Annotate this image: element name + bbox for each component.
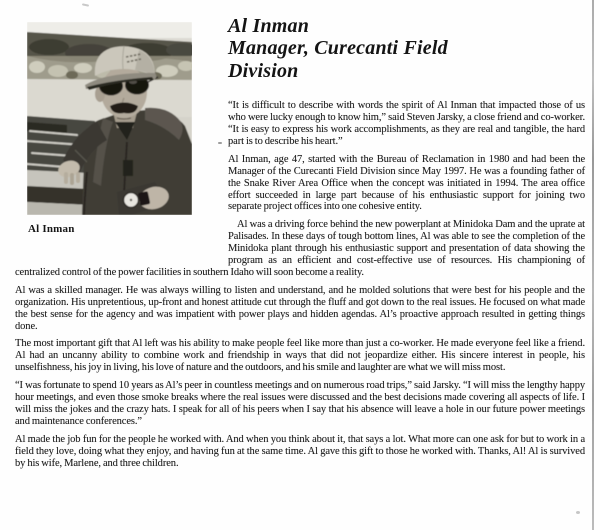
paragraph-closing: Al made the job fun for the people he worked with. And when you think about it, that says a lot. What more can one ask for but to work in a field they love, doing what they enjoy, and having fun at the same time. Al gave this gift to those he worked with. Thanks, Al! Al is survived by his wife, Marlene, and three children. (15, 433, 585, 469)
photo-figure (15, 13, 228, 260)
paragraph-skilled-manager: Al was a skilled manager. He was always willing to listen and understand, and he molded solutions that were best for his people and the organization. His unpretentious, up-front and honest attitude cut through the fluff and got down to the real issues. He focused on what made the best sense for the agency and was impatient with power plays and hidden agendas. Al’s proactive approach resulted in getting things done. (15, 284, 585, 332)
al-inman-photo (27, 22, 192, 215)
title-line: Division (228, 59, 299, 82)
title-line: Al Inman (228, 15, 310, 37)
photo-caption: Al Inman (28, 223, 75, 235)
scan-speck (218, 142, 222, 144)
title-line: Manager, Curecanti Field (228, 37, 448, 60)
paragraph-quote-jarsky: “It is difficult to describe with words the spirit of Al Inman that impacted those of us who were lucky enough to know him,” said Steven Jarsky, a close friend and co-worker. “It is easy to express his work accomplishments, as they are real and tangible, the hard part is to describe his heart.” (228, 100, 585, 147)
paragraph-jarsky-memories: “I was fortunate to spend 10 years as Al’s peer in countless meetings and on numerous road trips,” said Jarsky. “I will miss the lengthy happy hour meetings, and even those smoke breaks where the real issues were discussed and the best decisions made covering all aspects of life. I will miss the jokes and the crazy hats. I speak for all of his peers when I say that his absence will leave a hole in our future power meetings and maintenance conferences.” (15, 380, 585, 427)
paragraph-career: Al Inman, age 47, started with the Bureau of Reclamation in 1980 and had been the Manager of the Curecanti Field Division since May 1997. He was a founding father of the Snake River Area Office when the concept was initiated in 1994. The area office effort succeeded in large part because of his enthusiastic support for joining two separate project offices into one cohesive entity. (228, 153, 585, 213)
paragraph-important-gift: The most important gift that Al left was his ability to make people feel like more than just a co-worker. He made everyone feel like a friend. Al had an uncanny ability to combine work and friendship in ways that did not jeopardize either. His sincere interest in people, his unselfishness, his joy in living, his love of nature and the outdoors, and his smile and laughter are what we will miss most. (15, 338, 585, 374)
scan-speck (576, 511, 580, 514)
scan-artifact-line (592, 0, 594, 530)
paragraph-driving-force: Al was a driving force behind the new powerplant at Minidoka Dam and the uprate at Palisades. In these days of tough bottom lines, Al was able to see the completion of the Minidoka plant through his enthusiastic support and presentation of data showing the program as an efficient and cost-effective use of resources. His championing of centralized control of the power facilities in southern Idaho will soon become a reality. (15, 219, 585, 278)
